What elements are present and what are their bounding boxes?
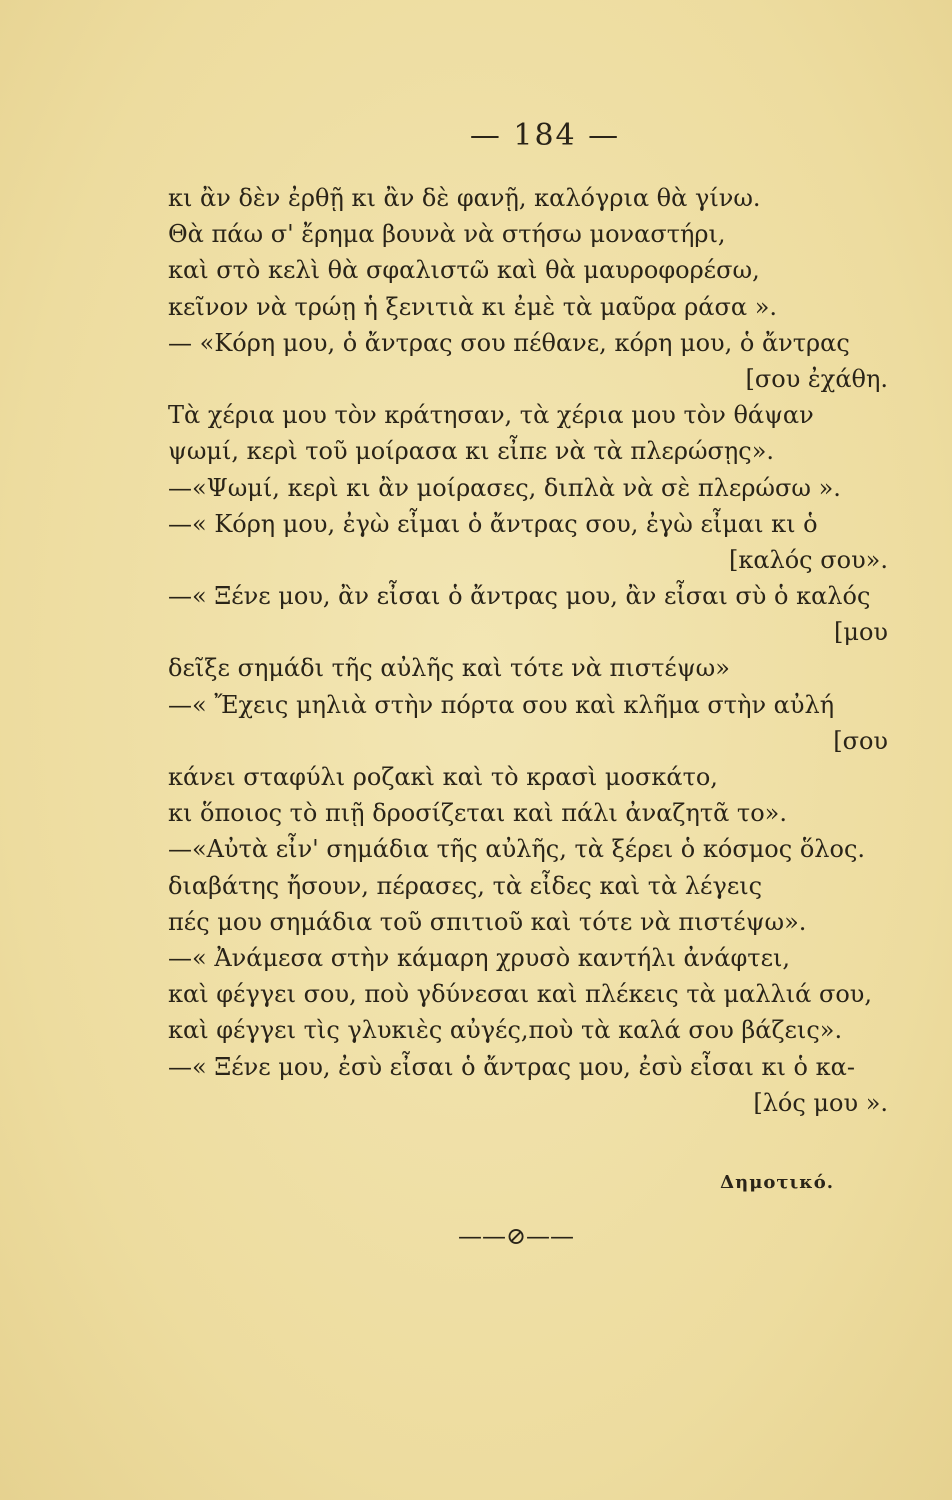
poem-line: καὶ στὸ κελὶ θὰ σφαλιστῶ καὶ θὰ μαυροφορέσω, [168,256,760,285]
poem-line-continuation: [σου [833,726,888,755]
poem-line: —« Ξένε μου, ἐσὺ εἶσαι ὁ ἄντρας μου, ἐσὺ εἶσαι κι ὁ κα- [168,1052,855,1081]
poem-line: — «Κόρη μου, ὁ ἄντρας σου πέθανε, κόρη μου, ὁ ἄντρας [168,328,850,357]
poem-line: δεῖξε σημάδι τῆς αὐλῆς καὶ τότε νὰ πιστέψω» [168,654,730,683]
poem-line: —« Ξένε μου, ἂν εἶσαι ὁ ἄντρας μου, ἂν εἶσαι σὺ ὁ καλός [168,582,871,611]
poem-line: καὶ φέγγει σου, ποὺ γδύνεσαι καὶ πλέκεις τὰ μαλλιά σου, [168,980,873,1009]
poem-line-continuation: [σου ἐχάθη. [745,364,888,393]
poem-line: κεῖνον νὰ τρώῃ ἡ ξενιτιὰ κι ἐμὲ τὰ μαῦρα ράσα ». [168,292,777,321]
poem-line: —« Κόρη μου, ἐγὼ εἶμαι ὁ ἄντρας σου, ἐγὼ εἶμαι κι ὁ [168,509,818,538]
poem-line-continuation: [μου [834,618,888,647]
ornament-divider: ——⊘—— [457,1222,575,1250]
poem-line: καὶ φέγγει τὶς γλυκιὲς αὐγές,ποὺ τὰ καλά σου βάζεις». [168,1016,843,1045]
poem-line: κι ὅποιος τὸ πιῇ δροσίζεται καὶ πάλι ἀναζητᾶ το». [168,799,787,828]
poem-line: —« Ἀνάμεσα στὴν κάμαρη χρυσὸ καντήλι ἀνάφτει, [168,943,791,972]
poem-line: ψωμί, κερὶ τοῦ μοίρασα κι εἶπε νὰ τὰ πλερώσῃς». [168,437,775,466]
poem-line: —«Αὐτὰ εἶν' σημάδια τῆς αὐλῆς, τὰ ξέρει ὁ κόσμος ὅλος. [168,835,866,864]
poem-line: πές μου σημάδια τοῦ σπιτιοῦ καὶ τότε νὰ πιστέψω». [168,907,807,936]
poem-line: —«Ψωμί, κερὶ κι ἂν μοίρασες, διπλὰ νὰ σὲ πλερώσω ». [168,473,841,502]
poem-line: —« Ἔχεις μηλιὰ στὴν πόρτα σου καὶ κλῆμα στὴν αὐλή [168,690,835,719]
poem-line: Θὰ πάω σ' ἔρημα βουνὰ νὰ στήσω μοναστήρι, [168,220,726,249]
poem-line: διαβάτης ἤσουν, πέρασες, τὰ εἶδες καὶ τὰ λέγεις [168,871,763,900]
poem-line: Τὰ χέρια μου τὸν κράτησαν, τὰ χέρια μου τὸν θάψαν [168,401,814,430]
page-number: — 184 — [469,118,621,153]
poem-line-continuation: [καλός σου». [728,545,888,574]
poem-text [168,180,898,1121]
poem-line: κάνει σταφύλι ροζακὶ καὶ τὸ κρασὶ μοσκάτο, [168,763,718,791]
signature: Δημοτικό. [720,1172,834,1193]
poem-line-continuation: [λός μου ». [753,1088,888,1117]
poem-line: κι ἂν δὲν ἐρθῇ κι ἂν δὲ φανῇ, καλόγρια θὰ γίνω. [168,184,761,212]
